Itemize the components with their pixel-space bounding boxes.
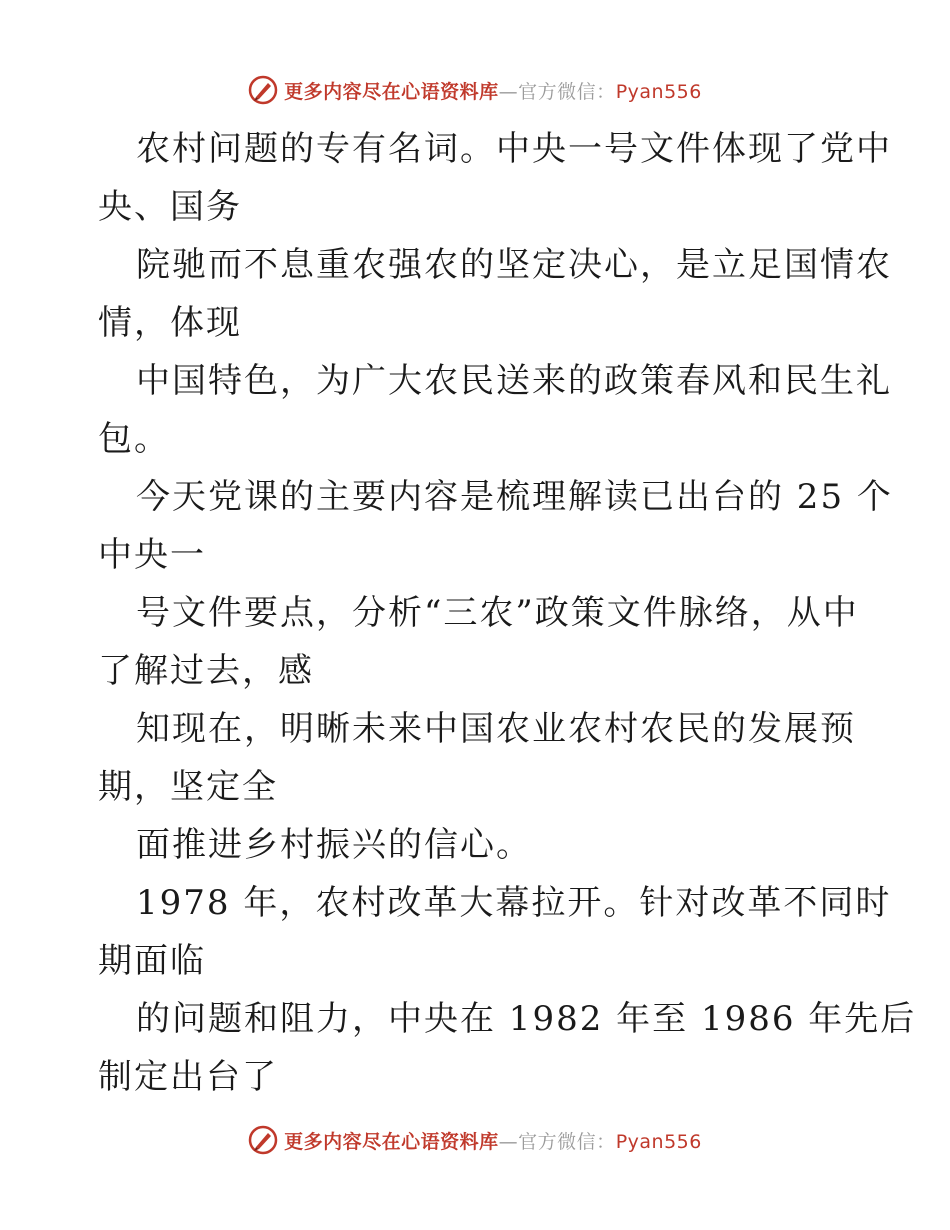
text-line: 农村问题的专有名词。中央一号文件体现了党中 (136, 129, 892, 169)
text-line: 院驰而不息重农强农的坚定决心，是立足国情农 (136, 245, 892, 285)
text-line: 期面临 (98, 941, 206, 981)
text-line: 期，坚定全 (98, 767, 278, 807)
text-line: 的问题和阻力，中央在 1982 年至 1986 年先后 (136, 999, 917, 1039)
wechat-label: 官方微信： (518, 1130, 616, 1153)
text-line: 号文件要点，分析“三农”政策文件脉络，从中 (136, 593, 859, 633)
footer-banner (0, 1120, 950, 1160)
library-text: 更多内容尽在心语资料库 (284, 1130, 499, 1153)
text-line: 知现在，明晰未来中国农业农村农民的发展预 (136, 709, 856, 749)
banner-separator: — (498, 80, 519, 103)
text-line: 央、国务 (98, 187, 242, 227)
text-line: 制定出台了 (98, 1057, 278, 1097)
header-banner (0, 70, 950, 110)
wechat-id: Pyan556 (615, 80, 702, 103)
text-line: 中央一 (98, 535, 206, 575)
text-line: 情，体现 (98, 303, 242, 343)
text-line: 1978 年，农村改革大幕拉开。针对改革不同时 (136, 883, 892, 923)
library-text: 更多内容尽在心语资料库 (284, 80, 499, 103)
text-line: 今天党课的主要内容是梳理解读已出台的 25 个 (136, 477, 893, 517)
text-line: 中国特色，为广大农民送来的政策春风和民生礼 (136, 361, 892, 401)
pen-logo-icon (248, 1125, 278, 1155)
text-line: 面推进乡村振兴的信心。 (136, 825, 532, 865)
wechat-id: Pyan556 (615, 1130, 702, 1153)
text-line: 包。 (98, 419, 170, 459)
banner-separator: — (498, 1130, 519, 1153)
pen-logo-icon (248, 75, 278, 105)
document-body (98, 120, 917, 1106)
wechat-label: 官方微信： (518, 80, 616, 103)
text-line: 了解过去，感 (98, 651, 314, 691)
